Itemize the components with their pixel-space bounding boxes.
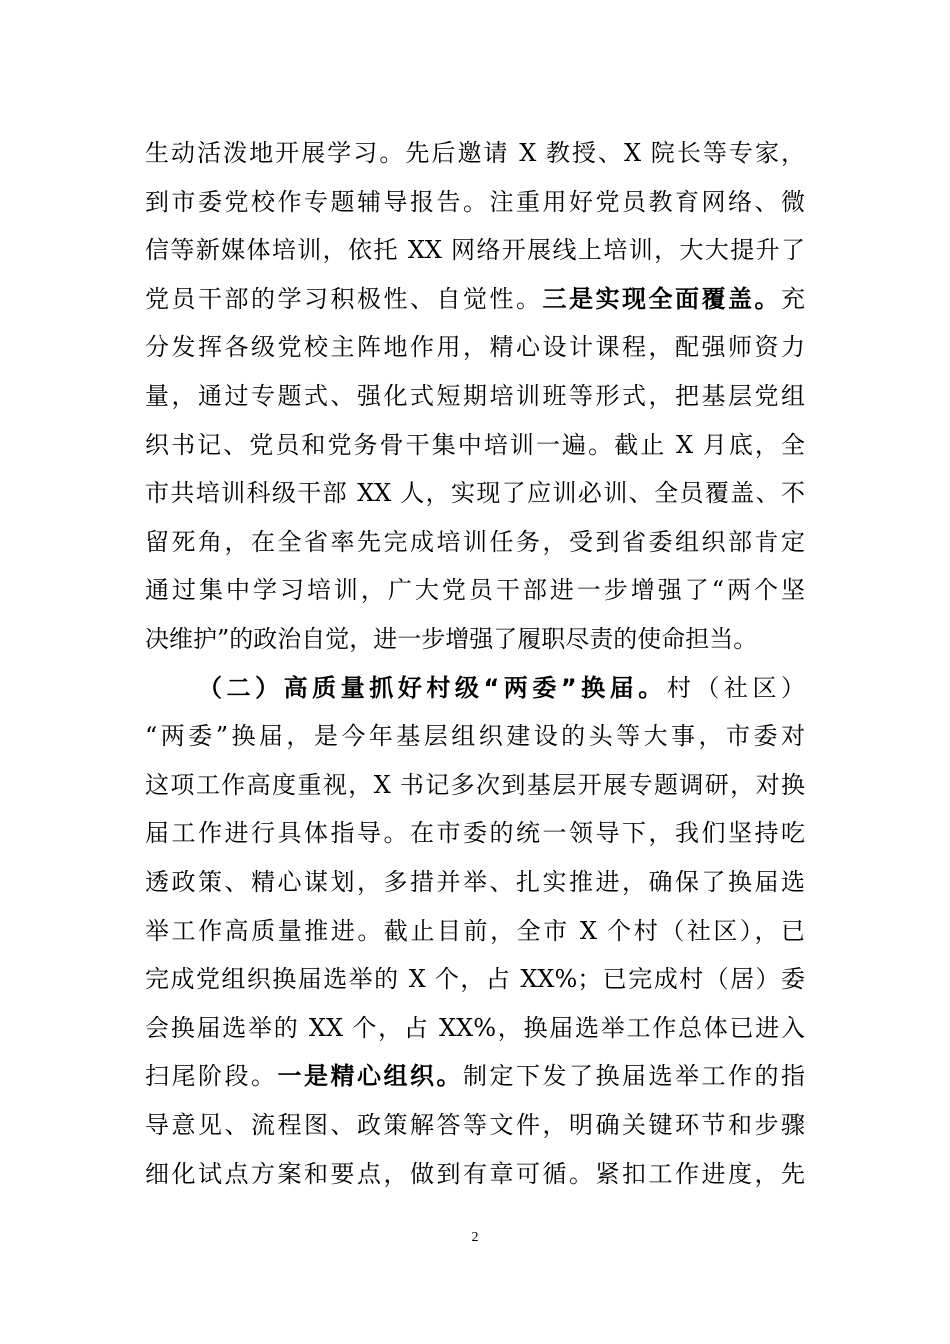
text-line (145, 522, 805, 562)
bold-heading-text: 一是精心组织。 (277, 1062, 463, 1091)
text-line (145, 619, 805, 659)
text-line (145, 425, 805, 465)
text-line (145, 182, 805, 222)
body-text-segment: 决维护”的政治自觉，进一步增强了履职尽责的使命担当。 (145, 625, 758, 653)
text-line (145, 133, 805, 173)
bold-heading-text: （二）高质量抓好村级“两委”换届。 (198, 673, 667, 702)
body-text-segment: 这项工作高度重视，X 书记多次到基层开展专题调研，对换 (145, 770, 805, 799)
body-text-segment: 到市委党校作专题辅导报告。注重用好党员教育网络、微 (145, 187, 805, 216)
bold-heading-text: 三是实现全面覆盖。 (542, 284, 781, 313)
body-text-segment: 量，通过专题式、强化式短期培训班等形式，把基层党组 (145, 382, 805, 410)
text-line (145, 862, 805, 902)
body-text-segment: 村（社区） (666, 673, 806, 702)
text-line (145, 230, 805, 270)
body-text-segment: 导意见、流程图、政策解答等文件，明确关键环节和步骤 (145, 1111, 805, 1139)
body-text-segment: 织书记、党员和党务骨干集中培训一遍。截止 X 月底，全 (145, 430, 805, 459)
body-text-segment: “两委”换届，是今年基层组织建设的头等大事，市委对 (145, 722, 805, 751)
text-line (145, 327, 805, 367)
text-line (145, 570, 805, 610)
text-line (145, 716, 805, 756)
body-text-segment: 完成党组织换届选举的 X 个，占 XX%；已完成村（居）委 (145, 965, 805, 994)
body-text-segment: 通过集中学习培训，广大党员干部进一步增强了“两个坚 (145, 576, 805, 605)
body-text-segment: 留死角，在全省率先完成培训任务，受到省委组织部肯定 (145, 527, 805, 556)
text-line (145, 1008, 805, 1048)
body-text-segment: 举工作高质量推进。截止目前，全市 X 个村（社区），已 (145, 916, 805, 945)
body-text-segment: 市共培训科级干部 XX 人，实现了应训必训、全员覆盖、不 (145, 479, 805, 508)
text-line (145, 959, 805, 999)
text-line (145, 376, 805, 416)
body-text-segment: 细化试点方案和要点，做到有章可循。紧扣工作进度，先 (145, 1159, 805, 1188)
body-text-segment: 扫尾阶段。 (145, 1062, 278, 1091)
text-line (145, 813, 805, 853)
text-line (145, 1105, 805, 1145)
body-text-segment: 分发挥各级党校主阵地作用，精心设计课程，配强师资力 (145, 333, 805, 362)
body-text-segment: 届工作进行具体指导。在市委的统一领导下，我们坚持吃 (145, 819, 805, 848)
page-number: 2 (471, 1230, 479, 1245)
body-text-segment: 生动活泼地开展学习。先后邀请 X 教授、X 院长等专家， (145, 139, 805, 167)
body-text-segment: 信等新媒体培训，依托 XX 网络开展线上培训，大大提升了 (145, 236, 805, 265)
text-line (145, 473, 805, 513)
text-line (145, 1154, 805, 1194)
text-line (145, 1056, 805, 1096)
body-text-segment: 党员干部的学习积极性、自觉性。 (145, 284, 543, 313)
text-line (198, 668, 805, 708)
body-text-segment: 制定下发了换届选举工作的指 (463, 1062, 805, 1091)
text-line (145, 765, 805, 805)
text-line (145, 911, 805, 951)
body-text-segment: 透政策、精心谋划，多措并举、扎实推进，确保了换届选 (145, 868, 805, 896)
body-text-segment: 充 (781, 284, 805, 313)
body-text-segment: 会换届选举的 XX 个，占 XX%，换届选举工作总体已进入 (145, 1013, 805, 1042)
text-line (145, 279, 805, 319)
